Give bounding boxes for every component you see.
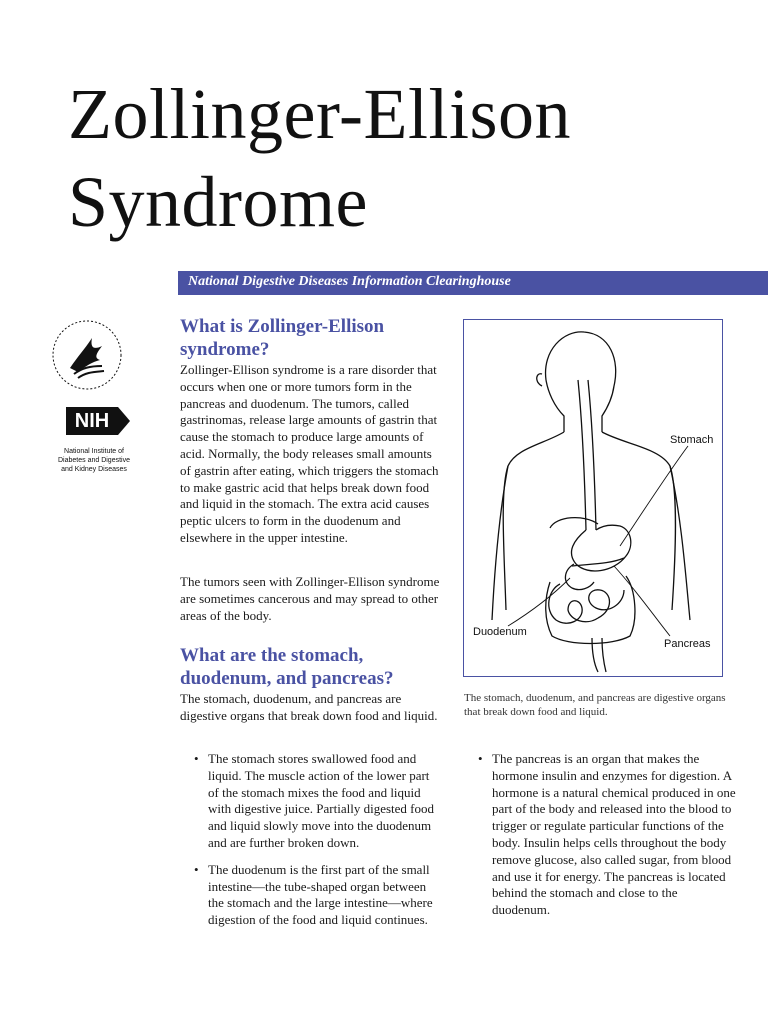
label-duodenum: Duodenum	[473, 626, 527, 638]
nih-text-line: National Institute of	[64, 448, 124, 455]
section-heading-what-is: What is Zollinger-Ellison syndrome?	[180, 316, 385, 360]
label-stomach: Stomach	[670, 434, 714, 446]
torso-illustration	[464, 320, 722, 676]
paragraph: The stomach, duodenum, and pancreas are digestive organs that break down food and liquid.	[180, 691, 438, 723]
bullet-list-left	[180, 751, 442, 939]
nih-text-line: and Kidney Diseases	[61, 466, 127, 473]
label-pancreas: Pancreas	[664, 638, 711, 650]
paragraph: Zollinger-Ellison syndrome is a rare disorder that occurs when one or more tumors form in the pancreas and duodenum. The tumors, called gastrinomas, release large amounts of gastrin that cause the stomach to produce large amounts of acid. Normally, the body releases small amounts of gastrin after eating, which triggers the stomach to make gastric acid that helps break down food and liquid in the stomach. The extra acid causes peptic ulcers to form in the duodenum and elsewhere in the upper intestine.	[180, 362, 439, 545]
list-item: • The duodenum is the first part of the small intestine—the tube-shaped organ between the stomach and the large intestine—where digestion of the food and liquid continues.	[180, 862, 442, 929]
section-heading-organs: What are the stomach, duodenum, and pancreas?	[180, 645, 394, 689]
digestive-anatomy-figure	[463, 319, 723, 677]
nih-institute-name	[44, 447, 144, 474]
list-item: • The stomach stores swallowed food and liquid. The muscle action of the lower part of the stomach mixes the food and liquid with digestive juice. Partially digested food and liquid slowly move into the duodenum and are further broken down.	[180, 751, 442, 852]
hhs-eagle-seal-icon	[48, 316, 126, 394]
list-item: • The pancreas is an organ that makes the hormone insulin and enzymes for digestion. A hormone is a natural chemical produced in one part of the body and released into the blood to trigger or regulate particular functions of the body. Insulin helps cells throughout the body remove glucose, also called sugar, from blood and use it for energy. The pancreas is located behind the stomach and close to the duodenum.	[464, 751, 736, 919]
nih-logo-arrow-icon	[118, 407, 130, 435]
title-line-2: Syndrome	[68, 162, 368, 242]
bullet-list-right	[464, 751, 736, 929]
figure-caption: The stomach, duodenum, and pancreas are digestive organs that break down food and liquid.	[464, 692, 726, 718]
nih-logo: NIH	[66, 407, 118, 435]
document-title	[68, 70, 571, 246]
nih-text-line: Diabetes and Digestive	[58, 457, 130, 464]
paragraph: The tumors seen with Zollinger-Ellison syndrome are sometimes cancerous and may spread to other areas of the body.	[180, 574, 440, 623]
clearinghouse-banner	[178, 271, 768, 295]
banner-text: National Digestive Diseases Information Clearinghouse	[188, 274, 511, 289]
title-line-1: Zollinger-Ellison	[68, 74, 571, 154]
